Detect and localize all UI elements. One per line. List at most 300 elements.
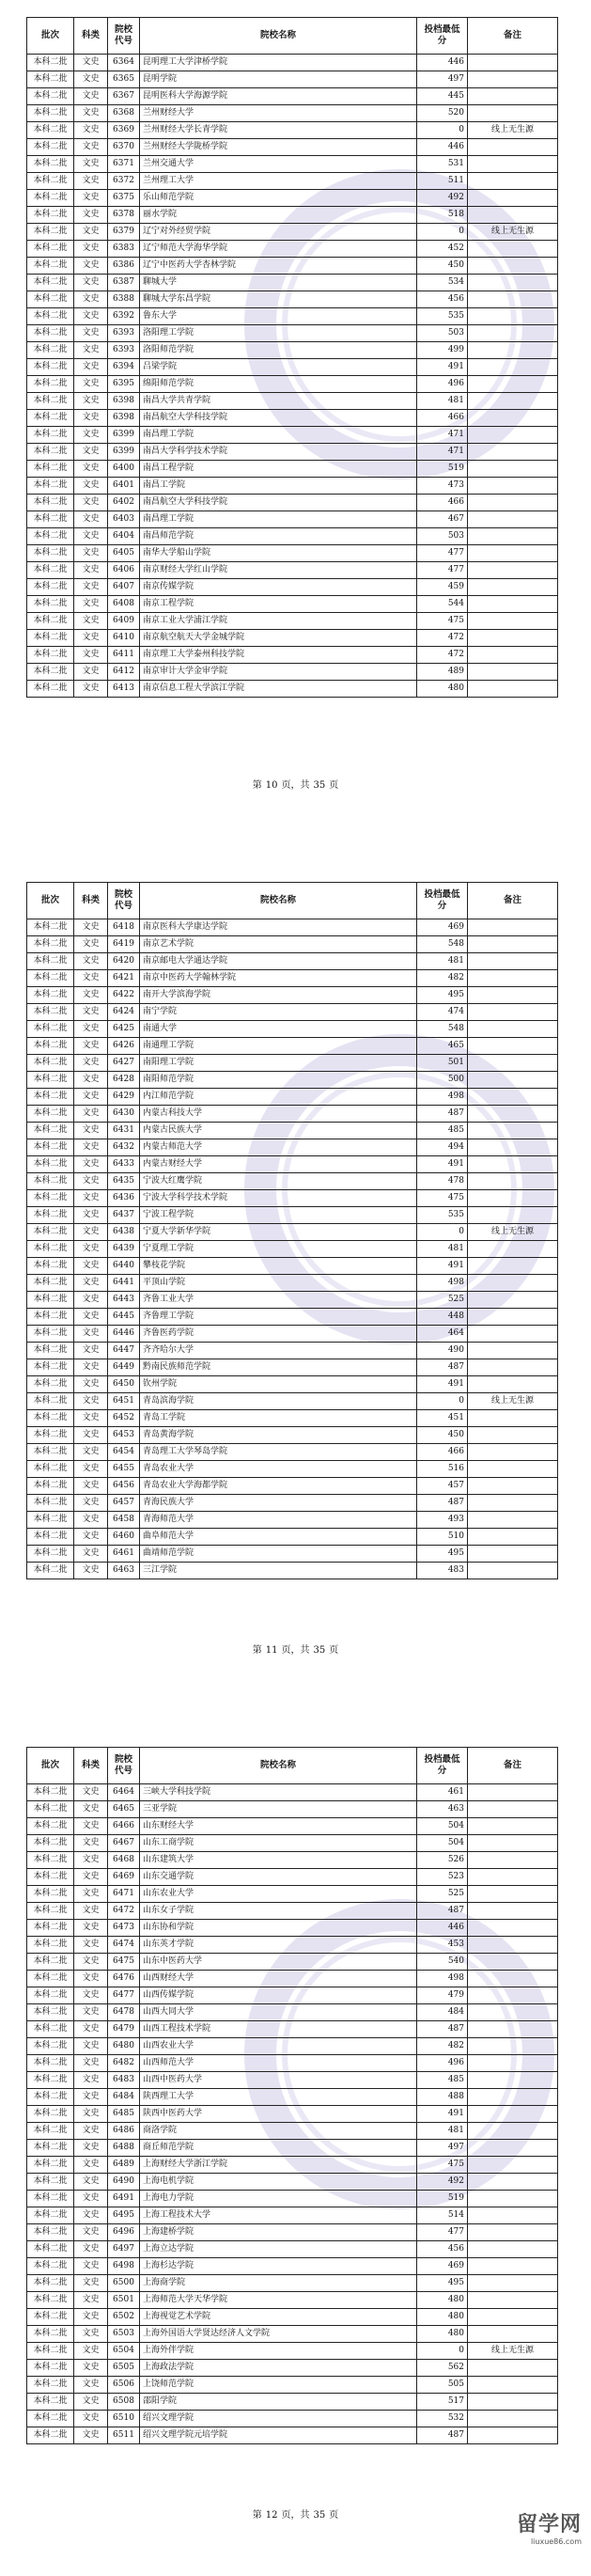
- cell-batch: 本科二批: [27, 2292, 74, 2309]
- cell-code: 6371: [108, 156, 140, 173]
- footer-mid: 页，共: [281, 780, 310, 791]
- cell-min-score: 480: [417, 2326, 468, 2343]
- table-row: [27, 1275, 558, 1292]
- cell-category: 文史: [74, 1954, 108, 1971]
- cell-min-score: 514: [417, 2207, 468, 2224]
- cell-code: 6368: [108, 105, 140, 122]
- cell-note: [468, 1326, 558, 1343]
- cell-min-score: 465: [417, 1038, 468, 1055]
- cell-school-name: 洛阳理工学院: [140, 325, 417, 342]
- cell-school-name: 青岛工学院: [140, 1410, 417, 1427]
- cell-batch: 本科二批: [27, 596, 74, 613]
- cell-batch: 本科二批: [27, 1021, 74, 1038]
- table-row: [27, 1004, 558, 1021]
- cell-min-score: 501: [417, 1055, 468, 1072]
- table-row: [27, 1241, 558, 1258]
- cell-batch: 本科二批: [27, 393, 74, 410]
- cell-batch: 本科二批: [27, 291, 74, 308]
- cell-code: 6486: [108, 2123, 140, 2140]
- cell-category: 文史: [74, 478, 108, 495]
- cell-category: 文史: [74, 970, 108, 987]
- cell-category: 文史: [74, 207, 108, 224]
- cell-code: 6413: [108, 681, 140, 698]
- cell-category: 文史: [74, 2275, 108, 2292]
- cell-category: 文史: [74, 545, 108, 562]
- cell-min-score: 531: [417, 156, 468, 173]
- cell-note: [468, 2157, 558, 2174]
- cell-note: [468, 1123, 558, 1139]
- cell-category: 文史: [74, 1835, 108, 1852]
- cell-code: 6440: [108, 1258, 140, 1275]
- table-row: [27, 919, 558, 936]
- cell-category: 文史: [74, 1818, 108, 1835]
- cell-code: 6446: [108, 1326, 140, 1343]
- cell-school-name: 南京艺术学院: [140, 936, 417, 953]
- footer-pre: 第: [252, 2510, 262, 2521]
- cell-code: 6428: [108, 1072, 140, 1089]
- cell-note: [468, 1835, 558, 1852]
- cell-batch: 本科二批: [27, 2343, 74, 2360]
- cell-category: 文史: [74, 2207, 108, 2224]
- cell-school-name: 南昌大学共青学院: [140, 393, 417, 410]
- cell-batch: 本科二批: [27, 1529, 74, 1546]
- cell-school-name: 南通理工学院: [140, 1038, 417, 1055]
- cell-category: 文史: [74, 105, 108, 122]
- cell-school-name: 上海电机学院: [140, 2174, 417, 2191]
- cell-school-name: 南昌师范学院: [140, 528, 417, 545]
- cell-school-name: 山东交通学院: [140, 1869, 417, 1886]
- cell-school-name: 南阳师范学院: [140, 1072, 417, 1089]
- table-row: [27, 562, 558, 579]
- cell-school-name: 南昌理工学院: [140, 427, 417, 444]
- cell-min-score: 497: [417, 2140, 468, 2157]
- cell-batch: 本科二批: [27, 562, 74, 579]
- cell-note: [468, 393, 558, 410]
- cell-school-name: 南京财经大学红山学院: [140, 562, 417, 579]
- logo-text: 留学网: [516, 2513, 582, 2537]
- cell-category: 文史: [74, 376, 108, 393]
- cell-batch: 本科二批: [27, 1971, 74, 1987]
- cell-min-score: 535: [417, 308, 468, 325]
- cell-school-name: 陕西中医药大学: [140, 2106, 417, 2123]
- cell-code: 6484: [108, 2089, 140, 2106]
- cell-code: 6501: [108, 2292, 140, 2309]
- cell-min-score: 0: [417, 1393, 468, 1410]
- table-row: [27, 376, 558, 393]
- cell-batch: 本科二批: [27, 545, 74, 562]
- table-row: [27, 1207, 558, 1224]
- cell-category: 文史: [74, 495, 108, 511]
- cell-note: 线上无生源: [468, 2343, 558, 2360]
- cell-batch: 本科二批: [27, 105, 74, 122]
- cell-note: [468, 2055, 558, 2072]
- cell-note: [468, 1359, 558, 1376]
- table-row: [27, 596, 558, 613]
- cell-note: [468, 156, 558, 173]
- cell-batch: 本科二批: [27, 2258, 74, 2275]
- cell-school-name: 三亚学院: [140, 1801, 417, 1818]
- cell-note: [468, 953, 558, 970]
- cell-note: [468, 444, 558, 461]
- cell-batch: 本科二批: [27, 1359, 74, 1376]
- cell-code: 6405: [108, 545, 140, 562]
- cell-note: [468, 970, 558, 987]
- table-row: [27, 2360, 558, 2377]
- cell-min-score: 532: [417, 2411, 468, 2427]
- table-row: [27, 613, 558, 630]
- table-row: [27, 2411, 558, 2427]
- cell-note: [468, 1478, 558, 1495]
- cell-category: 文史: [74, 1038, 108, 1055]
- cell-code: 6451: [108, 1393, 140, 1410]
- cell-category: 文史: [74, 1410, 108, 1427]
- cell-code: 6502: [108, 2309, 140, 2326]
- table-row: [27, 1089, 558, 1106]
- cell-min-score: 491: [417, 1376, 468, 1393]
- cell-min-score: 485: [417, 2072, 468, 2089]
- cell-batch: 本科二批: [27, 2140, 74, 2157]
- table-row: [27, 2004, 558, 2021]
- cell-code: 6491: [108, 2191, 140, 2207]
- cell-school-name: 钦州学院: [140, 1376, 417, 1393]
- table-row: [27, 393, 558, 410]
- table-row: [27, 291, 558, 308]
- table-row: [27, 122, 558, 139]
- cell-code: 6406: [108, 562, 140, 579]
- cell-school-name: 齐鲁工业大学: [140, 1292, 417, 1309]
- cell-category: 文史: [74, 1241, 108, 1258]
- cell-school-name: 南开大学滨海学院: [140, 987, 417, 1004]
- cell-school-name: 丽水学院: [140, 207, 417, 224]
- cell-min-score: 510: [417, 1529, 468, 1546]
- cell-school-name: 商丘师范学院: [140, 2140, 417, 2157]
- cell-category: 文史: [74, 1886, 108, 1903]
- cell-code: 6490: [108, 2174, 140, 2191]
- cell-category: 文史: [74, 953, 108, 970]
- cell-category: 文史: [74, 2089, 108, 2106]
- table-row: [27, 1038, 558, 1055]
- footer-num: 10: [265, 780, 278, 791]
- table-row: [27, 1173, 558, 1190]
- cell-category: 文史: [74, 2174, 108, 2191]
- table-row: [27, 1920, 558, 1937]
- cell-batch: 本科二批: [27, 1937, 74, 1954]
- cell-min-score: 464: [417, 1326, 468, 1343]
- cell-min-score: 459: [417, 579, 468, 596]
- footer-num: 11: [265, 1645, 278, 1656]
- table-row: [27, 528, 558, 545]
- cell-category: 文史: [74, 2377, 108, 2394]
- cell-category: 文史: [74, 88, 108, 105]
- cell-note: [468, 1546, 558, 1563]
- cell-code: 6450: [108, 1376, 140, 1393]
- cell-note: [468, 1784, 558, 1801]
- cell-min-score: 498: [417, 1971, 468, 1987]
- cell-code: 6447: [108, 1343, 140, 1359]
- cell-min-score: 446: [417, 139, 468, 156]
- table-row: [27, 410, 558, 427]
- cell-note: [468, 2123, 558, 2140]
- cell-school-name: 三峡大学科技学院: [140, 1784, 417, 1801]
- table-row: [27, 664, 558, 681]
- footer-post: 页: [329, 2510, 339, 2521]
- cell-category: 文史: [74, 664, 108, 681]
- cell-school-name: 南京邮电大学通达学院: [140, 953, 417, 970]
- cell-school-name: 上海电力学院: [140, 2191, 417, 2207]
- cell-batch: 本科二批: [27, 613, 74, 630]
- table-row: [27, 173, 558, 190]
- cell-school-name: 齐鲁医药学院: [140, 1326, 417, 1343]
- cell-category: 文史: [74, 1546, 108, 1563]
- cell-school-name: 曲靖师范学院: [140, 1546, 417, 1563]
- cell-code: 6445: [108, 1309, 140, 1326]
- cell-code: 6402: [108, 495, 140, 511]
- table-row: [27, 579, 558, 596]
- cell-category: 文史: [74, 173, 108, 190]
- cell-note: [468, 1495, 558, 1512]
- cell-min-score: 481: [417, 1241, 468, 1258]
- cell-category: 文史: [74, 258, 108, 275]
- cell-min-score: 498: [417, 1275, 468, 1292]
- cell-min-score: 472: [417, 647, 468, 664]
- cell-batch: 本科二批: [27, 2174, 74, 2191]
- table-row: [27, 1512, 558, 1529]
- cell-category: 文史: [74, 1512, 108, 1529]
- cell-batch: 本科二批: [27, 1123, 74, 1139]
- cell-code: 6427: [108, 1055, 140, 1072]
- table-row: [27, 359, 558, 376]
- cell-category: 文史: [74, 936, 108, 953]
- cell-note: [468, 2241, 558, 2258]
- cell-code: 6410: [108, 630, 140, 647]
- cell-school-name: 兰州财经大学长青学院: [140, 122, 417, 139]
- cell-note: [468, 1309, 558, 1326]
- cell-school-name: 黔南民族师范学院: [140, 1359, 417, 1376]
- cell-min-score: 475: [417, 1190, 468, 1207]
- table-row: [27, 1427, 558, 1444]
- cell-note: [468, 258, 558, 275]
- cell-note: [468, 1258, 558, 1275]
- cell-min-score: 494: [417, 1139, 468, 1156]
- cell-code: 6456: [108, 1478, 140, 1495]
- cell-category: 文史: [74, 1869, 108, 1886]
- cell-school-name: 南昌大学科学技术学院: [140, 444, 417, 461]
- cell-category: 文史: [74, 1309, 108, 1326]
- cell-category: 文史: [74, 1021, 108, 1038]
- cell-note: [468, 1106, 558, 1123]
- cell-note: [468, 1156, 558, 1173]
- cell-code: 6439: [108, 1241, 140, 1258]
- cell-category: 文史: [74, 444, 108, 461]
- table-row: [27, 681, 558, 698]
- cell-note: [468, 376, 558, 393]
- table-row: [27, 495, 558, 511]
- cell-school-name: 聊城大学东昌学院: [140, 291, 417, 308]
- cell-code: 6426: [108, 1038, 140, 1055]
- cell-min-score: 487: [417, 1359, 468, 1376]
- table-row: [27, 444, 558, 461]
- table-row: [27, 1326, 558, 1343]
- cell-category: 文史: [74, 2292, 108, 2309]
- cell-school-name: 上海视觉艺术学院: [140, 2309, 417, 2326]
- cell-code: 6449: [108, 1359, 140, 1376]
- cell-min-score: 446: [417, 1920, 468, 1937]
- cell-min-score: 482: [417, 970, 468, 987]
- cell-code: 6407: [108, 579, 140, 596]
- footer-num: 12: [265, 2510, 278, 2521]
- table-row: [27, 511, 558, 528]
- cell-code: 6424: [108, 1004, 140, 1021]
- footer-total: 35: [313, 780, 326, 791]
- cell-min-score: 479: [417, 1987, 468, 2004]
- cell-category: 文史: [74, 325, 108, 342]
- cell-category: 文史: [74, 1156, 108, 1173]
- cell-school-name: 南京中医药大学翰林学院: [140, 970, 417, 987]
- cell-category: 文史: [74, 1190, 108, 1207]
- cell-school-name: 内蒙古财经大学: [140, 1156, 417, 1173]
- cell-batch: 本科二批: [27, 1106, 74, 1123]
- cell-category: 文史: [74, 1852, 108, 1869]
- cell-code: 6463: [108, 1563, 140, 1579]
- cell-school-name: 青岛农业大学海都学院: [140, 1478, 417, 1495]
- cell-school-name: 山东英才学院: [140, 1937, 417, 1954]
- table-row: [27, 1563, 558, 1579]
- cell-note: [468, 2377, 558, 2394]
- cell-batch: 本科二批: [27, 444, 74, 461]
- cell-school-name: 青岛黄海学院: [140, 1427, 417, 1444]
- cell-school-name: 齐鲁理工学院: [140, 1309, 417, 1326]
- table-row: [27, 1309, 558, 1326]
- cell-note: [468, 241, 558, 258]
- footer-post: 页: [329, 780, 339, 791]
- cell-school-name: 攀枝花学院: [140, 1258, 417, 1275]
- table-row: [27, 1987, 558, 2004]
- cell-min-score: 0: [417, 2343, 468, 2360]
- cell-note: [468, 1920, 558, 1937]
- cell-note: [468, 2292, 558, 2309]
- cell-note: [468, 1173, 558, 1190]
- cell-note: [468, 613, 558, 630]
- cell-category: 文史: [74, 1478, 108, 1495]
- cell-batch: 本科二批: [27, 2309, 74, 2326]
- cell-category: 文史: [74, 122, 108, 139]
- table-body: [27, 55, 558, 698]
- cell-school-name: 南通大学: [140, 1021, 417, 1038]
- cell-school-name: 南昌工程学院: [140, 461, 417, 478]
- cell-code: 6433: [108, 1156, 140, 1173]
- cell-batch: 本科二批: [27, 1139, 74, 1156]
- cell-batch: 本科二批: [27, 1156, 74, 1173]
- cell-min-score: 503: [417, 528, 468, 545]
- cell-min-score: 483: [417, 1563, 468, 1579]
- cell-code: 6443: [108, 1292, 140, 1309]
- table-header-row: [27, 883, 558, 919]
- cell-school-name: 内蒙古民族大学: [140, 1123, 417, 1139]
- cell-school-name: 南华大学船山学院: [140, 545, 417, 562]
- cell-min-score: 474: [417, 1004, 468, 1021]
- cell-school-name: 宁夏大学新华学院: [140, 1224, 417, 1241]
- cell-note: [468, 545, 558, 562]
- cell-school-name: 上海立达学院: [140, 2241, 417, 2258]
- cell-school-name: 山西财经大学: [140, 1971, 417, 1987]
- footer-mid: 页，共: [281, 1645, 310, 1656]
- cell-batch: 本科二批: [27, 579, 74, 596]
- table-row: [27, 1190, 558, 1207]
- cell-batch: 本科二批: [27, 630, 74, 647]
- cell-category: 文史: [74, 55, 108, 71]
- table-row: [27, 1156, 558, 1173]
- cell-note: [468, 2224, 558, 2241]
- cell-note: [468, 1139, 558, 1156]
- cell-category: 文史: [74, 2191, 108, 2207]
- cell-category: 文史: [74, 1072, 108, 1089]
- logo-subtext: liuxue86.com: [530, 2537, 582, 2546]
- cell-min-score: 495: [417, 987, 468, 1004]
- cell-note: [468, 1004, 558, 1021]
- table-row: [27, 1971, 558, 1987]
- cell-batch: 本科二批: [27, 1089, 74, 1106]
- cell-min-score: 0: [417, 122, 468, 139]
- cell-note: [468, 427, 558, 444]
- cell-batch: 本科二批: [27, 1004, 74, 1021]
- table-row: [27, 1072, 558, 1089]
- cell-min-score: 482: [417, 2038, 468, 2055]
- admission-table: [26, 882, 558, 1579]
- header-name: 院校名称: [140, 18, 417, 55]
- cell-batch: 本科二批: [27, 478, 74, 495]
- table-row: [27, 2021, 558, 2038]
- cell-min-score: 477: [417, 2224, 468, 2241]
- table-row: [27, 1903, 558, 1920]
- cell-min-score: 480: [417, 2309, 468, 2326]
- cell-batch: 本科二批: [27, 1903, 74, 1920]
- cell-note: [468, 1427, 558, 1444]
- table-row: [27, 258, 558, 275]
- cell-code: 6505: [108, 2360, 140, 2377]
- table-row: [27, 2241, 558, 2258]
- cell-batch: 本科二批: [27, 1954, 74, 1971]
- cell-school-name: 兰州交通大学: [140, 156, 417, 173]
- cell-batch: 本科二批: [27, 427, 74, 444]
- cell-note: [468, 342, 558, 359]
- cell-category: 文史: [74, 1139, 108, 1156]
- cell-category: 文史: [74, 71, 108, 88]
- cell-note: [468, 1292, 558, 1309]
- cell-batch: 本科二批: [27, 1563, 74, 1579]
- cell-code: 6458: [108, 1512, 140, 1529]
- cell-note: [468, 308, 558, 325]
- cell-note: [468, 478, 558, 495]
- cell-category: 文史: [74, 1495, 108, 1512]
- cell-batch: 本科二批: [27, 258, 74, 275]
- cell-code: 6464: [108, 1784, 140, 1801]
- cell-school-name: 山东女子学院: [140, 1903, 417, 1920]
- footer-pre: 第: [252, 1645, 262, 1656]
- cell-category: 文史: [74, 987, 108, 1004]
- cell-school-name: 山西工程技术学院: [140, 2021, 417, 2038]
- cell-batch: 本科二批: [27, 1292, 74, 1309]
- cell-note: [468, 1529, 558, 1546]
- cell-category: 文史: [74, 1461, 108, 1478]
- table-row: [27, 2140, 558, 2157]
- cell-min-score: 487: [417, 1495, 468, 1512]
- cell-batch: 本科二批: [27, 1427, 74, 1444]
- cell-batch: 本科二批: [27, 2326, 74, 2343]
- cell-category: 文史: [74, 511, 108, 528]
- cell-code: 6395: [108, 376, 140, 393]
- cell-min-score: 495: [417, 2275, 468, 2292]
- cell-category: 文史: [74, 2258, 108, 2275]
